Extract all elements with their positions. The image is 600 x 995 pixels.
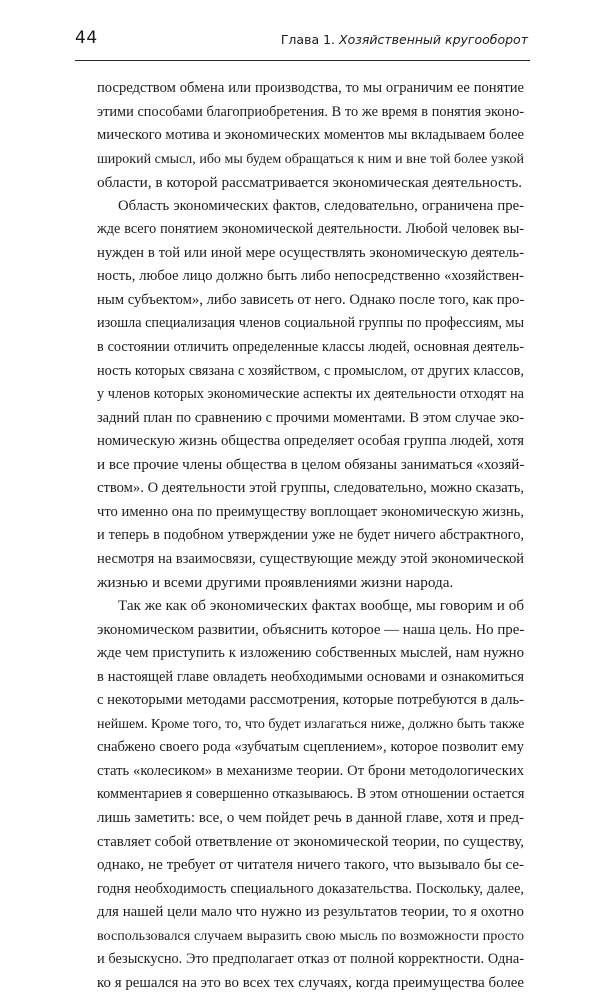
text-line: ставляет собой ответвление от экономической теории, по существу,	[97, 833, 524, 850]
text-line: и все прочие члены общества в целом обязаны заниматься «хозяй-	[97, 456, 524, 473]
text-line: жизнью и всеми другими проявлениями жизни народа.	[97, 574, 454, 592]
text-line: что именно она по преимуществу воплощает экономическую жизнь,	[97, 503, 524, 520]
text-line: и безыскусно. Это предполагает отказ от полной корректности. Одна-	[97, 951, 524, 968]
text-line: ным субъектом», либо зависеть от него. Однако после того, как про-	[97, 291, 524, 308]
text-line: годня необходимость специального доказательства. Поскольку, далее,	[97, 880, 524, 897]
page-number: 44	[75, 28, 98, 48]
paragraph-start-line: Так же как об экономических фактах вообще, мы говорим и об	[118, 598, 524, 615]
text-line: ность которых связана с хозяйством, с промыслом, от других классов,	[97, 362, 524, 379]
text-line: жде чем приступить к изложению собственных мыслей, нам нужно	[97, 645, 524, 662]
text-line: мического мотива и экономических моментов мы вкладываем более	[97, 127, 524, 144]
text-line: жде всего понятием экономической деятельности. Любой человек вы-	[97, 221, 524, 238]
text-line: для нашей цели мало что нужно из результатов теории, то я охотно	[97, 904, 524, 921]
text-line: однако, не требует от читателя ничего такого, что вызывало бы се-	[97, 857, 524, 874]
chapter-title: Хозяйственный кругооборот	[339, 32, 528, 47]
text-line: нужден в той или иной мере осуществлять экономическую деятель-	[97, 244, 524, 261]
text-line: стать «колесиком» в механизме теории. От брони методологических	[97, 762, 524, 779]
text-line: несмотря на взаимосвязи, существующие между этой экономической	[97, 550, 524, 567]
text-line: посредством обмена или производства, то мы ограничим ее понятие	[97, 80, 524, 96]
chapter-label: Глава 1.	[280, 32, 336, 47]
text-line: ность, любое лицо должно быть либо непосредственно «хозяйствен-	[97, 268, 524, 285]
text-line: этими способами благоприобретения. В то же время в понятия эконо-	[97, 103, 524, 120]
text-line: в состоянии отличить определенные классы людей, основная деятель-	[97, 339, 524, 356]
running-head	[281, 32, 528, 47]
text-line: снабжено своего рода «зубчатым сцеплением», которое позволит ему	[97, 739, 524, 756]
text-line: задний план по сравнению с прочими моментами. В этом случае эко-	[97, 409, 524, 426]
text-line: нейшем. Кроме того, то, что будет излагаться ниже, должно быть также	[97, 716, 524, 732]
text-line: с некоторыми методами рассмотрения, которые потребуются в даль-	[97, 692, 524, 709]
text-line: у членов которых экономические аспекты их деятельности отходят на	[97, 386, 524, 403]
text-line: ством». О деятельности этой группы, следовательно, можно сказать,	[97, 480, 524, 497]
text-line: экономическом развитии, объяснить которое — наша цель. Но пре-	[97, 621, 524, 638]
text-line: изошла специализация членов социальной группы по профессиям, мы	[97, 315, 524, 332]
text-line: области, в которой рассматривается экономическая деятельность.	[97, 174, 523, 192]
text-line: воспользовался случаем выразить свою мысль по возможности просто	[97, 927, 524, 944]
paragraph-start-line: Область экономических фактов, следовательно, ограничена пре-	[118, 197, 524, 214]
header-rule	[75, 60, 530, 61]
text-line: номическую жизнь общества определяет особая группа людей, хотя	[97, 433, 524, 450]
text-line: лишь заметить: все, о чем пойдет речь в данной главе, хотя и пред-	[97, 809, 524, 826]
text-line: в настоящей главе овладеть необходимыми основами и ознакомиться	[97, 668, 524, 685]
text-line: ко я решался на это во всех тех случаях, когда преимущества более	[97, 974, 524, 991]
text-line: и теперь в подобном утверждении уже не будет ничего абстрактного,	[97, 527, 524, 544]
body-text	[97, 77, 524, 995]
text-line: широкий смысл, ибо мы будем обращаться к ним и вне той более узкой	[97, 151, 524, 167]
text-line: комментариев я совершенно отказываюсь. В этом отношении остается	[97, 786, 524, 803]
